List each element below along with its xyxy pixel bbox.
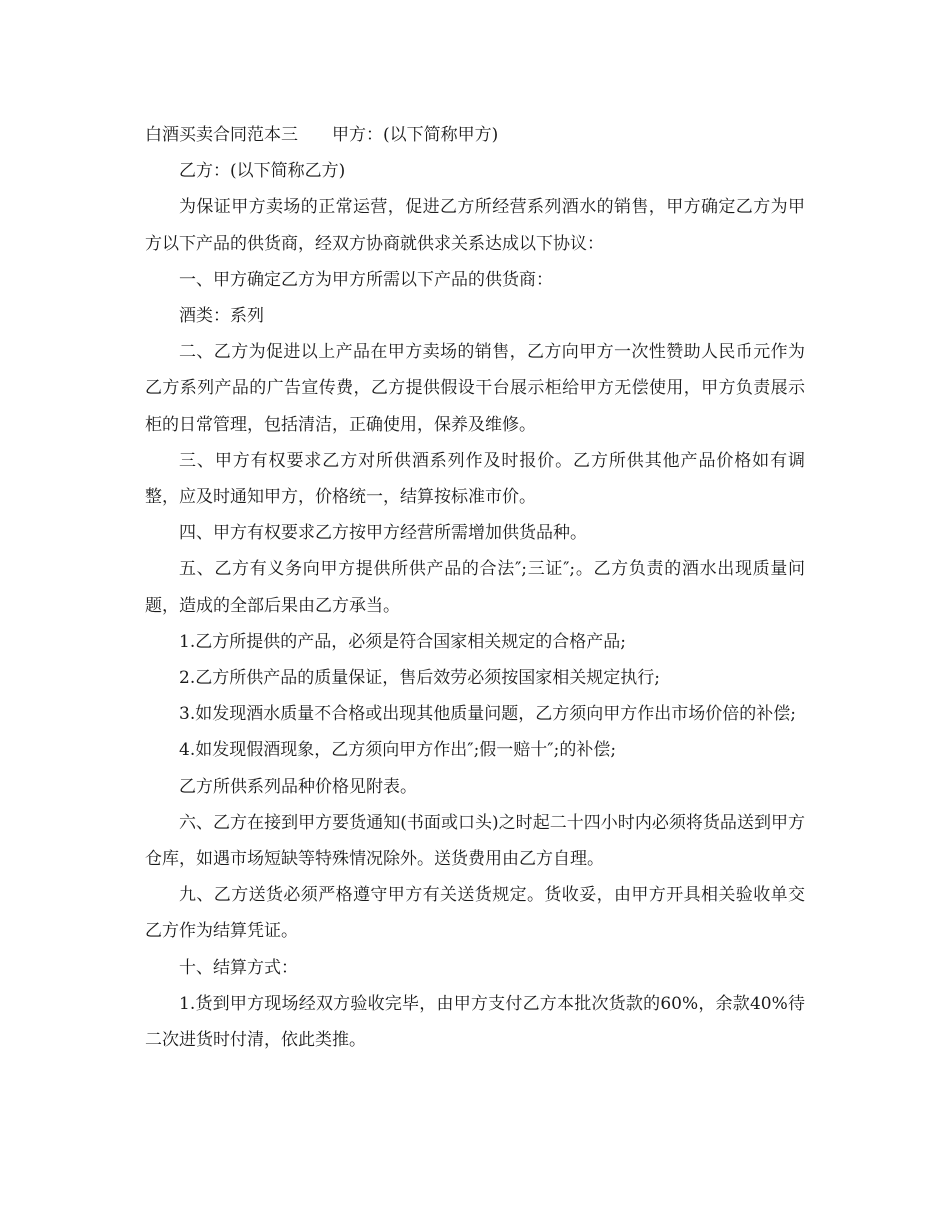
paragraph-clause-3: 三、甲方有权要求乙方对所供酒系列作及时报价。乙方所供其他产品价格如有调整，应及时通知甲方，价格统一，结算按标准市价。 [145,450,805,508]
paragraph-item-4: 4.如发现假酒现象，乙方须向甲方作出″;假一赔十″;的补偿; [179,740,617,761]
paragraph-item-3: 3.如发现酒水质量不合格或出现其他质量问题，乙方须向甲方作出市场价倍的补偿; [179,704,796,725]
title-line [145,117,805,153]
paragraph-clause-4: 四、甲方有权要求乙方按甲方经营所需增加供货品种。 [179,523,587,544]
paragraph-clause-5: 五、乙方有义务向甲方提供所供产品的合法″;三证″;。乙方负责的酒水出现质量问题，造成的全部后果由乙方承当。 [145,559,805,616]
paragraph-clause-6: 六、乙方在接到甲方要货通知(书面或口头)之时起二十四小时内必须将货品送到甲方仓库，如遇市场短缺等特殊情况除外。送货费用由乙方自理。 [145,812,805,870]
paragraph-liquor-type: 酒类：系列 [179,306,264,327]
paragraph-clause-10: 十、结算方式： [179,957,298,978]
paragraph-item-2: 2.乙方所供产品的质量保证，售后效劳必须按国家相关规定执行; [179,668,660,689]
paragraph-price-list: 乙方所供系列品种价格见附表。 [179,776,417,797]
paragraph-clause-1: 一、甲方确定乙方为甲方所需以下产品的供货商： [179,269,553,290]
paragraph-settlement-1: 1.货到甲方现场经双方验收完毕，由甲方支付乙方本批次货款的60%，余款40%待二次进货时付清，依此类推。 [145,993,805,1051]
document-title: 白酒买卖合同范本三 [145,125,298,145]
paragraph-item-1: 1.乙方所提供的产品，必须是符合国家相关规定的合格产品; [179,631,626,652]
party-b-line: 乙方：(以下简称乙方) [179,161,346,182]
party-a-line: 甲方：(以下简称甲方) [332,125,499,145]
paragraph-clause-9: 九、乙方送货必须严格遵守甲方有关送货规定。货收妥，由甲方开具相关验收单交乙方作为结算凭证。 [145,885,805,942]
paragraph-clause-2: 二、乙方为促进以上产品在甲方卖场的销售，乙方向甲方一次性赞助人民币元作为乙方系列产品的广告宣传费，乙方提供假设干台展示柜给甲方无偿使用，甲方负责展示柜的日常管理，包括清洁，正确使用，保养及维修。 [145,342,805,435]
document-page [145,117,805,1058]
paragraph-preamble: 为保证甲方卖场的正常运营，促进乙方所经营系列酒水的销售，甲方确定乙方为甲方以下产品的供货商，经双方协商就供求关系达成以下协议： [145,197,805,254]
